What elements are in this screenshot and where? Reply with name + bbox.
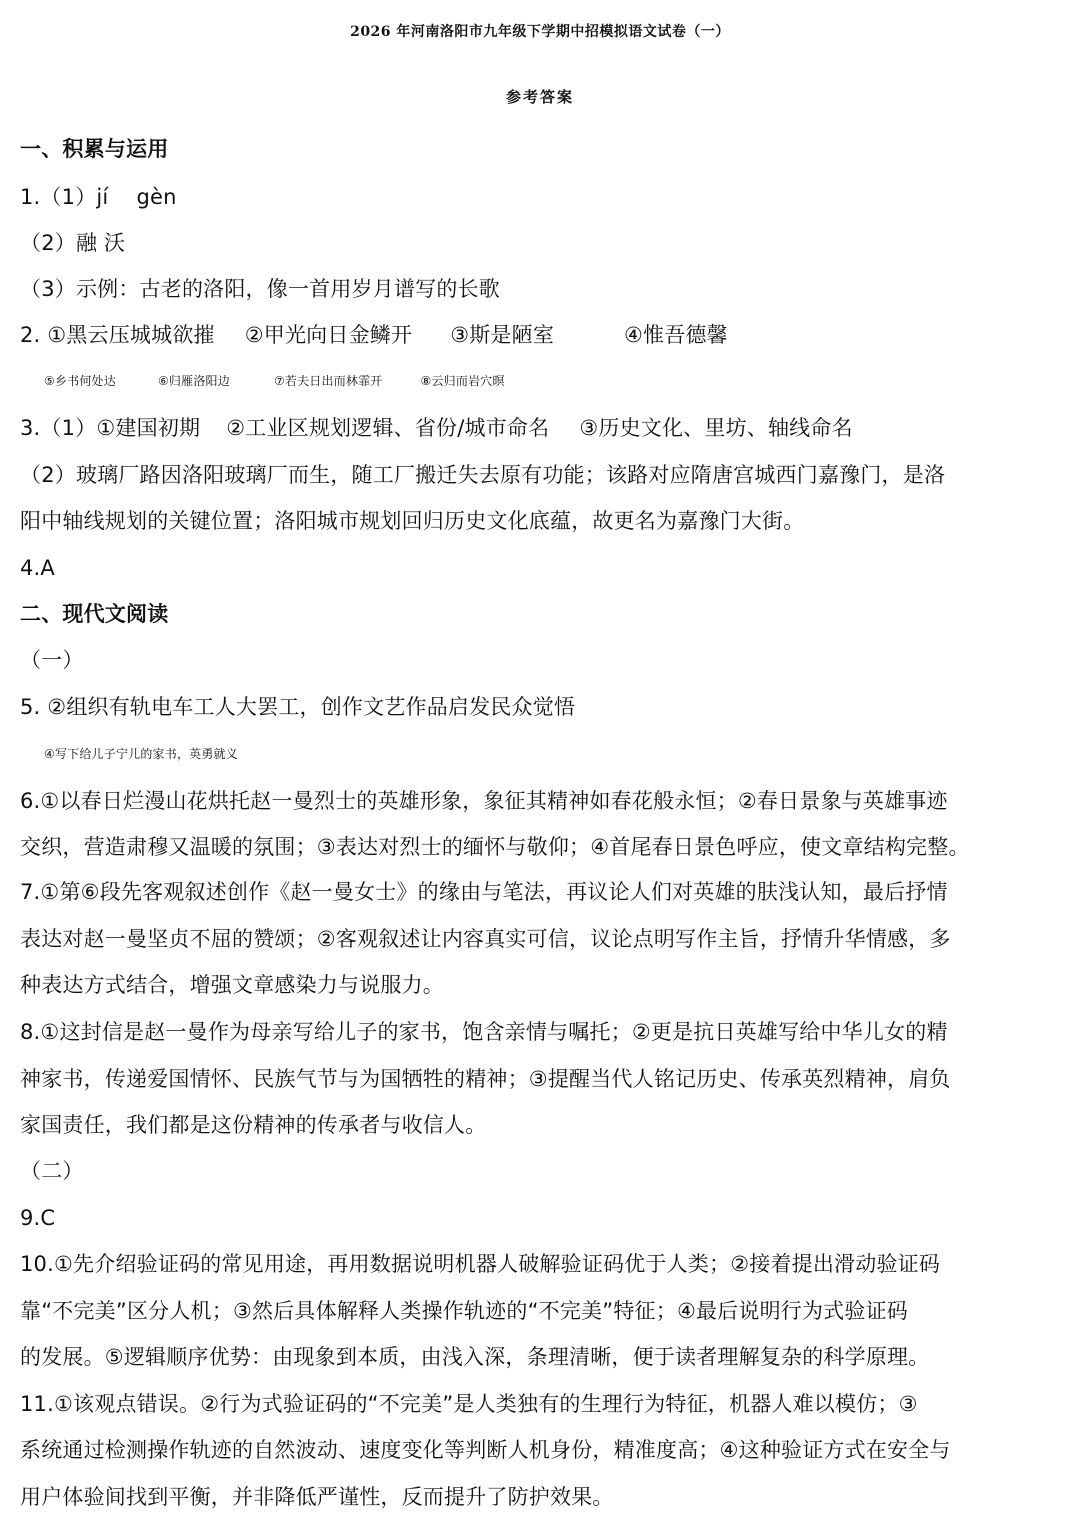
answer-line-q1-1 [20,182,1065,212]
answer-line-q3-1 [20,413,1065,443]
answer-line-q5a: 5. ②组织有轨电车工人大罢工，创作文艺作品启发民众觉悟 [20,695,576,719]
answer-q3-1-part-b: ②工业区规划逻辑、省份/城市命名 [226,416,550,440]
answer-line-q5b: ④写下给儿子宁儿的家书，英勇就义 [44,747,238,761]
answer-line-q8b: 神家书，传递爱国情怀、民族气节与为国牺牲的精神；③提醒当代人铭记历史、传承英烈精神，肩负 [20,1067,951,1091]
answer-q3-1-part-c: ③历史文化、里坊、轴线命名 [579,416,853,440]
answer-q1-1-pinyin-b: gèn [136,185,177,209]
answer-line-q2-b [44,366,1080,396]
answer-line-q7c: 种表达方式结合，增强文章感染力与说服力。 [20,973,444,997]
answer-line-q1-3: （3）示例：古老的洛阳，像一首用岁月谱写的长歌 [20,277,500,301]
answer-line-q1-2: （2）融 沃 [20,231,126,255]
answer-line-q3-2a: （2）玻璃厂路因洛阳玻璃厂而生，随工厂搬迁失去原有功能；该路对应隋唐宫城西门嘉豫门，是洛 [20,463,946,487]
answer-q2-item-5: ⑤乡书何处达 [44,374,116,388]
answer-line-q7a: 7.①第⑥段先客观叙述创作《赵一曼女士》的缘由与笔法，再议论人们对英雄的肤浅认知，最后抒情 [20,880,948,904]
answer-q2-item-8: ⑧云归而岩穴暝 [420,374,505,388]
answer-line-q11b: 系统通过检测操作轨迹的自然波动、速度变化等判断人机身份，精准度高；④这种验证方式在安全与 [20,1438,951,1462]
answer-line-q4: 4.A [20,556,56,580]
answer-q2-item-7: ⑦若夫日出而林霏开 [273,374,383,388]
answer-line-q10c: 的发展。⑤逻辑顺序优势：由现象到本质，由浅入深，条理清晰，便于读者理解复杂的科学原理。 [20,1345,930,1369]
answer-line-q6b: 交织，营造肃穆又温暖的氛围；③表达对烈士的缅怀与敬仰；④首尾春日景色呼应，使文章结构完整。 [20,835,970,859]
answer-line-q8c: 家国责任，我们都是这份精神的传承者与收信人。 [20,1113,487,1137]
section-heading-1: 一、积累与运用 [20,137,169,161]
answer-q1-1-pinyin-a: 1.（1）jí [20,185,109,209]
answer-line-q11c: 用户体验间找到平衡，并非降低严谨性，反而提升了防护效果。 [20,1485,614,1509]
document-title: 2026 年河南洛阳市九年级下学期中招模拟语文试卷（一） [350,24,730,40]
part-label-1: （一） [20,648,84,672]
answer-q2-item-2: ②甲光向日金鳞开 [244,323,413,347]
answer-line-q3-2b: 阳中轴线规划的关键位置；洛阳城市规划回归历史文化底蕴，故更名为嘉豫门大街。 [20,509,805,533]
answer-q2-item-6: ⑥归雁洛阳边 [157,374,230,388]
answer-line-q6a: 6.①以春日烂漫山花烘托赵一曼烈士的英雄形象，象征其精神如春花般永恒；②春日景象与英雄事迹 [20,789,948,813]
section-heading-2: 二、现代文阅读 [20,602,169,626]
part-label-2: （二） [20,1159,84,1183]
answer-line-q10b: 靠“不完美”区分人机；③然后具体解释人类操作轨迹的“不完美”特征；④最后说明行为式验证码 [20,1299,908,1323]
answer-line-q10a: 10.①先介绍验证码的常见用途，再用数据说明机器人破解验证码优于人类；②接着提出滑动验证码 [20,1252,941,1276]
answer-q3-1-part-a: 3.（1）①建国初期 [20,416,201,440]
answer-line-q7b: 表达对赵一曼坚贞不屈的赞颂；②客观叙述让内容真实可信，议论点明写作主旨，抒情升华情感，多 [20,927,951,951]
answer-line-q8a: 8.①这封信是赵一曼作为母亲写给儿子的家书，饱含亲情与嘱托；②更是抗日英雄写给中华儿女的精 [20,1020,948,1044]
answer-line-q2-a [20,320,1065,350]
answer-q2-item-1: 2. ①黑云压城城欲摧 [20,323,215,347]
answer-q2-item-3: ③斯是陋室 [450,323,555,347]
document-subtitle: 参考答案 [505,88,574,106]
answer-line-q9: 9.C [20,1206,56,1230]
answer-line-q11a: 11.①该观点错误。②行为式验证码的“不完美”是人类独有的生理行为特征，机器人难以模仿；③ [20,1392,918,1416]
answer-q2-item-4: ④惟吾德馨 [624,323,728,347]
